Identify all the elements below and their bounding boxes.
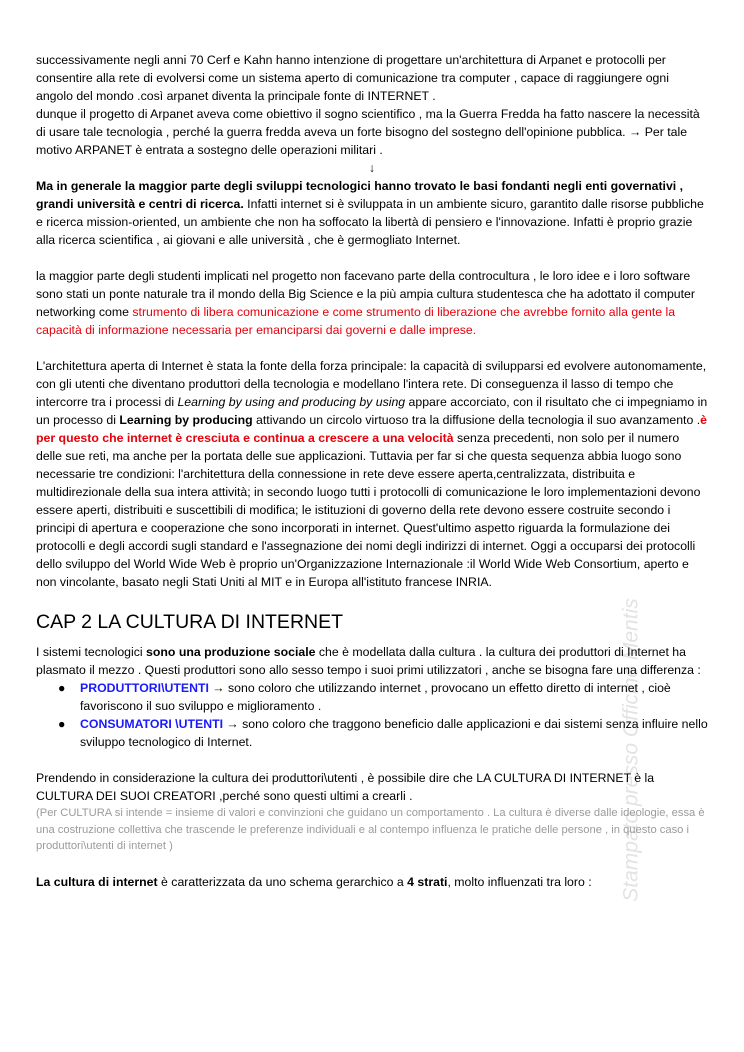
section-heading: CAP 2 LA CULTURA DI INTERNET [36, 611, 344, 633]
paragraph-architecture [36, 357, 708, 591]
paragraph-culture-creators: Prendendo in considerazione la cultura dei produttori\utenti , è possibile dire che LA CULTURA DI INTERNET è la CULTURA DEI SUOI CREATORI ,perché sono questi ultimi a crearli . [36, 771, 655, 803]
bullet-icon: ● [58, 681, 66, 695]
text-span: appare accorciato, con il risultato che ci impegniamo in un processo di [36, 395, 708, 427]
list-item-text: → sono coloro che utilizzando internet , provocano un effetto diretto di internet , cioè favoriscono il suo sviluppo e miglioramento . [80, 681, 671, 713]
list-item [58, 679, 708, 715]
paragraph-development [36, 177, 708, 249]
paragraph-social-production [36, 643, 708, 679]
paragraph-arpanet-1: successivamente negli anni 70 Cerf e Kahn hanno intenzione di progettare un'architettura di Arpanet e protocolli per consentire alla rete di evolversi come un sistema aperto di comunicazione tra computer , capace di raggiungere ogni angolo del mondo .così arpanet diventa la principale fonte di INTERNET . [36, 53, 669, 103]
bold-text: Learning by producing [119, 413, 253, 427]
text-span: L'architettura aperta di Internet è stata la fonte della forza principale: la capacità di svilupparsi ed evolvere autonomamente, con gli utenti che diventano produttori della tecnologia e modellano l'intera rete. Di conseguenza il lasso di tempo che intercorre tra i processi di [36, 359, 707, 409]
italic-text: Learning by using and producing by using [177, 395, 406, 409]
document-page [36, 51, 708, 891]
down-arrow-icon: ↓ [368, 161, 376, 175]
text-span: senza precedenti, non solo per il numero delle sue reti, ma anche per la portata delle sue applicazioni. Tuttavia per far si che questa sequenza abbia luogo sono necessarie tre condizioni: l'architettura della connessione in rete deve essere aperta,centralizzata, distribuita e multidirezionale della sua intera attività; in secondo luogo tutti i protocolli di comunicazione le loro implementazioni devono essere aperti, distribuiti e suscettibili di modifica; le istituzioni di governo della rete devono essere costruite secondo i principi di apertura e cooperazione che sono incorporati in internet. Quest'ultimo aspetto riguarda la formulazione dei protocolli e degli accordi sugli standard e l'assegnazione dei nomi degli indirizzi di internet. Oggi a occuparsi dei protocolli dello sviluppo del World Wide Web è proprio un'Organizzazione Internazionale :il World Wide Web Consortium, aperto e non vincolante, basato negli Stati Uniti al MIT e in Europa all'istituto francese INRIA. [36, 431, 701, 589]
text-span: Infatti internet si è sviluppata in un ambiente sicuro, garantito dalle risorse pubbliche e ricerca mission-oriented, un ambiente che non ha soffocato la libertà di pensiero e l'innovazione. Infatti è proprio grazie alla ricerca scientifica , ai giovani e alle università , che è germogliato Internet. [36, 197, 704, 247]
bold-text: sono una produzione sociale [146, 645, 316, 659]
culture-definition-note: (Per CULTURA si intende = insieme di valori e convinzioni che guidano un comportamento . La cultura è diverse dalle ideologie, essa è una costruzione collettiva che trascende le preferenze individuali e al contempo influenza le pratiche delle persone , in questo caso i produttori\utenti di internet ) [36, 807, 705, 852]
paragraph-students [36, 267, 708, 339]
list-item-label: CONSUMATORI \UTENTI [80, 717, 224, 731]
list-item [58, 715, 708, 751]
text-span: , molto influenzati tra loro : [447, 874, 592, 889]
paragraph-arpanet-2: dunque il progetto di Arpanet aveva come obiettivo il sogno scientifico , ma la Guerra Fredda ha fatto nascere la necessità di usare tale tecnologia , perché la guerra fredda aveva un forte bisogno del sostegno dell'opinione pubblica. → Per tale motivo ARPANET è entrata a sostegno delle operazioni militari . [36, 107, 700, 157]
text-span: la maggior parte degli studenti implicati nel progetto non facevano parte della controcultura , le loro idee e i loro software sono stati un ponte naturale tra il mondo della Big Science e la più ampia cultura studentesca che ha adottato il computer networking come [36, 269, 695, 319]
list-item-label: PRODUTTORI\UTENTI [80, 681, 209, 695]
list-item-text: → sono coloro che traggono beneficio dalle applicazioni e dai sistemi senza influire nello sviluppo tecnologico di Internet. [80, 717, 708, 749]
bold-text: La cultura di internet [36, 874, 158, 889]
red-highlight: strumento di libera comunicazione e come strumento di liberazione che avrebbe fornito alla gente la capacità di informazione necessaria per emanciparsi dai governi e dalle imprese. [36, 305, 676, 337]
text-span: che è modellata dalla cultura . la cultura dei produttori di Internet ha plasmato il mezzo . Questi produttori sono allo sesso tempo i suoi primi utilizzatori , anche se bisogna fare una differenza : [36, 645, 701, 677]
watermark-text: Stampato presso Officine Mentis [620, 598, 643, 902]
bold-text: Ma in generale la maggior parte degli sviluppi tecnologici hanno trovato le basi fondanti negli enti governativi , grandi università e centri di ricerca. [36, 179, 684, 211]
red-highlight: è per questo che internet è cresciuta e continua a crescere a una velocità [36, 413, 707, 445]
paragraph-four-layers [36, 873, 708, 891]
text-span: I sistemi tecnologici [36, 645, 147, 659]
bold-text: 4 strati [407, 874, 448, 889]
text-span: attivando un circolo virtuoso tra la diffusione della tecnologia il suo avanzamento . [252, 413, 701, 427]
user-types-list [36, 679, 708, 751]
bullet-icon: ● [58, 717, 66, 731]
text-span: è caratterizzata da uno schema gerarchico a [157, 874, 408, 889]
